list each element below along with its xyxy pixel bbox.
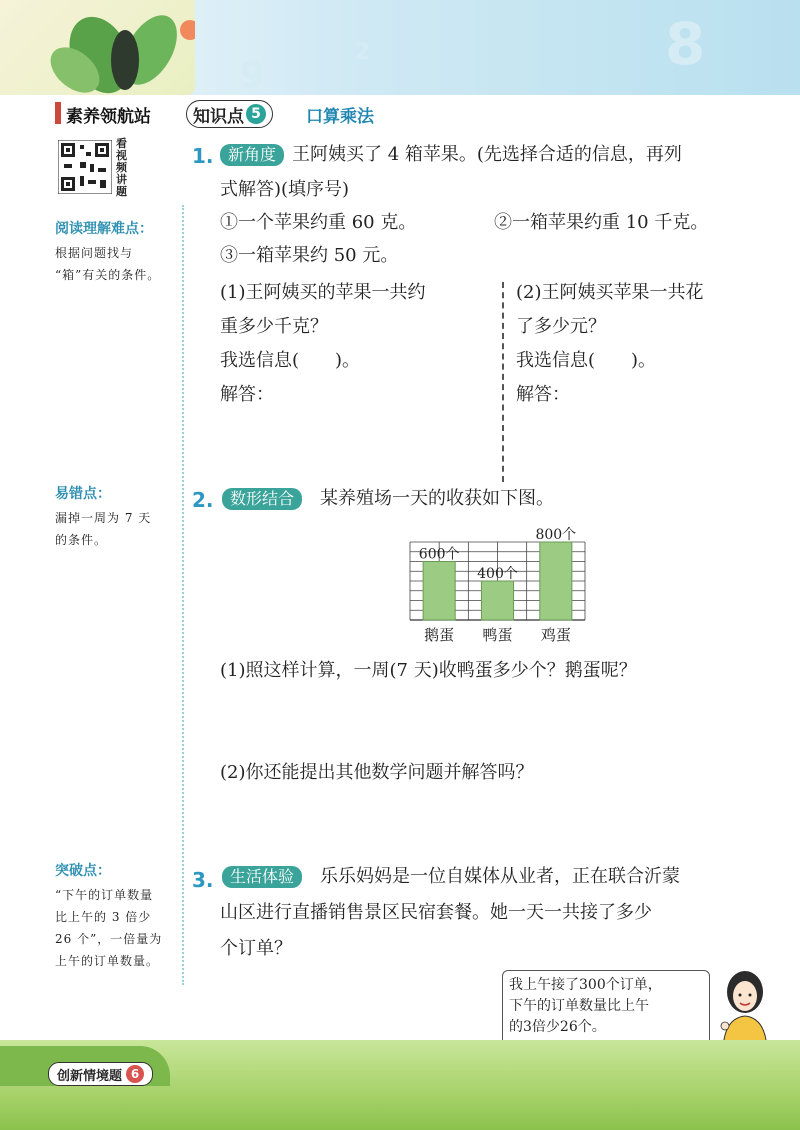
question-stem: 某养殖场一天的收获如下图。 — [320, 488, 554, 509]
note-text: 漏掉一周为 7 天 — [55, 511, 152, 525]
subquestion-text: (1)王阿姨买的苹果一共约 — [220, 282, 426, 303]
question-stem: 式解答)(填序号) — [220, 179, 350, 200]
speech-line: 下午的订单数量比上午 — [509, 998, 649, 1014]
info-option-2: ②一箱苹果约重 10 千克。 — [494, 212, 709, 233]
column-divider — [502, 282, 504, 482]
question-tag: 数形结合 — [222, 488, 302, 510]
question-number: 2. — [192, 488, 214, 512]
data-label: 400个 — [477, 566, 518, 582]
deco-digit: 9 — [240, 55, 266, 96]
note-text: “箱”有关的条件。 — [55, 268, 161, 282]
footer-label: 创新情境题 — [57, 1068, 123, 1084]
subquestion-text: (2)王阿姨买苹果一共花 — [516, 282, 704, 303]
note-title: 易错点： — [55, 486, 111, 502]
note-text: “下午的订单数量 — [55, 888, 154, 902]
question-stem: 山区进行直播销售景区民宿套餐。她一天一共接了多少 — [220, 902, 652, 923]
footer-pill — [48, 1062, 153, 1086]
topic-title: 口算乘法 — [306, 107, 374, 127]
category-label: 鸡蛋 — [540, 626, 571, 644]
answer-label[interactable]: 解答： — [516, 384, 570, 405]
egg-harvest-chart — [380, 520, 600, 650]
sidebar-note-reading — [55, 218, 180, 286]
speech-line: 我上午接了300个订单， — [509, 977, 662, 993]
page-number: 6 — [126, 1065, 144, 1083]
qr-label: 看视频讲题 — [116, 137, 127, 198]
note-title: 突破点： — [55, 863, 111, 879]
chart-bar — [423, 562, 455, 621]
category-label: 鹅蛋 — [424, 626, 455, 644]
knowledge-label: 知识点 — [193, 106, 244, 127]
question-stem: 个订单？ — [220, 938, 292, 959]
section-marker — [55, 102, 61, 124]
knowledge-number: 5 — [246, 104, 266, 124]
qr-code-icon[interactable] — [58, 140, 112, 194]
data-label: 800个 — [535, 527, 577, 543]
question-stem: 乐乐妈妈是一位自媒体从业者，正在联合沂蒙 — [320, 866, 680, 887]
note-text: 比上午的 3 倍少 — [55, 910, 152, 924]
question-number: 3. — [192, 868, 214, 892]
sidebar-note-mistake — [55, 483, 180, 551]
answer-label[interactable]: 解答： — [220, 384, 274, 405]
question-number: 1. — [192, 144, 214, 168]
sidebar-divider — [182, 205, 184, 985]
choose-info-blank[interactable]: 我选信息( )。 — [516, 350, 657, 371]
subquestion-text: (2)你还能提出其他数学问题并解答吗？ — [220, 762, 534, 783]
sidebar-note-breakthrough — [55, 860, 180, 972]
subquestion-text: 了多少元？ — [516, 316, 606, 337]
leaf-illustration — [0, 0, 195, 95]
info-option-3: ③一箱苹果约 50 元。 — [220, 245, 399, 266]
note-text: 上午的订单数量。 — [55, 954, 160, 968]
deco-digit: 2 — [355, 40, 371, 65]
note-title: 阅读理解难点： — [55, 221, 153, 237]
leaf-icon — [0, 0, 195, 95]
chart-bar — [540, 542, 572, 620]
speech-line: 的3倍少26个。 — [509, 1019, 606, 1035]
data-label: 600个 — [418, 546, 460, 563]
info-option-1: ①一个苹果约重 60 克。 — [220, 212, 417, 233]
knowledge-point-pill — [186, 100, 273, 128]
question-stem: 王阿姨买了 4 箱苹果。(先选择合适的信息，再列 — [292, 144, 682, 165]
category-label: 鸭蛋 — [482, 626, 513, 644]
note-text: 的条件。 — [55, 533, 108, 547]
section-label: 素养领航站 — [66, 107, 151, 127]
subquestion-text: 重多少千克？ — [220, 316, 328, 337]
deco-digit: 8 — [665, 10, 706, 78]
note-text: 根据问题找与 — [55, 246, 134, 260]
mother-avatar-icon — [715, 968, 775, 1048]
chart-bar — [481, 581, 513, 620]
note-text: 26 个”，一倍量为 — [55, 932, 163, 946]
subquestion-text: (1)照这样计算，一周(7 天)收鸭蛋多少个？鹅蛋呢？ — [220, 660, 637, 681]
question-tag: 新角度 — [220, 144, 284, 166]
question-tag: 生活体验 — [222, 866, 302, 888]
choose-info-blank[interactable]: 我选信息( )。 — [220, 350, 361, 371]
speech-bubble — [502, 970, 710, 1047]
